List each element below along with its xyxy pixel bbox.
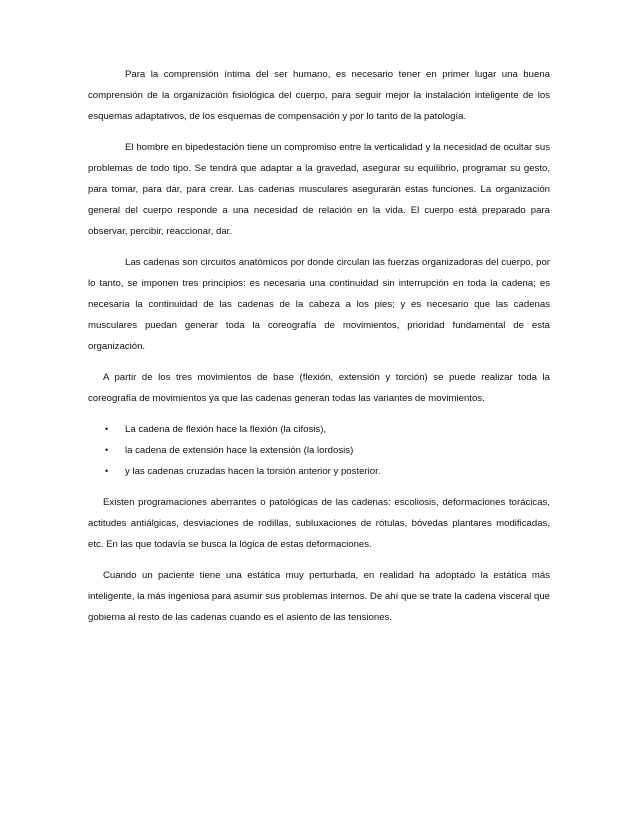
list-item — [88, 440, 550, 461]
bullet-icon: • — [105, 424, 109, 434]
paragraph: Las cadenas son circuitos anatómicos por donde circulan las fuerzas organizadoras del cuerpo, por lo tanto, se imponen tres principios: es necesaria una continuidad sin interrupción en toda la cadena; es necesaria la continuidad de las cadenas de la cabeza a los pies; y es necesario que las cadenas musculares puedan generar toda la coreografía de movimientos, prioridad fundamental de esta organización. — [88, 257, 550, 352]
list-item-text: la cadena de extensión hace la extensión (la lordosis) — [125, 445, 354, 456]
paragraph: Para la comprensión íntima del ser humano, es necesario tener en primer lugar una buena comprensión de la organización fisiológica del cuerpo, para seguir mejor la instalación inteligente de los esquemas adaptativos, de los esquemas de compensación y por lo tanto de la patología. — [88, 69, 550, 122]
bullet-icon: • — [105, 466, 109, 476]
paragraph: Cuando un paciente tiene una estática muy perturbada, en realidad ha adoptado la estática más inteligente, la más ingeniosa para asumir sus problemas internos. De ahí que se trate la cadena visceral que gobierna al resto de las cadenas cuando es el asiento de las tensiones. — [88, 570, 550, 623]
document-page — [88, 64, 550, 628]
paragraph: Existen programaciones aberrantes o patológicas de las cadenas: escoliosis, deformaciones torácicas, actitudes antiálgicas, desviaciones de rodillas, subluxaciones de rótulas, bóvedas plantares modificadas, etc. En las que todavía se busca la lógica de estas deformaciones. — [88, 497, 550, 550]
bullet-icon: • — [105, 445, 109, 455]
bullet-list — [88, 419, 550, 482]
paragraph: El hombre en bipedestación tiene un compromiso entre la verticalidad y la necesidad de ocultar sus problemas de todo tipo. Se tendrá que adaptar a la gravedad, asegurar su equilibrio, programar su gesto, para tomar, para dar, para crear. Las cadenas musculares asegurarán estas funciones. La organización general del cuerpo responde a una necesidad de relación en la vida. El cuerpo está preparado para observar, percibir, reaccionar, dar. — [88, 142, 550, 237]
paragraph: A partir de los tres movimientos de base (flexión, extensión y torción) se puede realizar toda la coreografía de movimientos ya que las cadenas generan todas las variantes de movimientos. — [88, 372, 550, 404]
list-item — [88, 419, 550, 440]
list-item-text: y las cadenas cruzadas hacen la torsión anterior y posterior. — [125, 466, 381, 477]
list-item-text: La cadena de flexión hace la flexión (la cifosis), — [125, 424, 327, 435]
list-item — [88, 461, 550, 482]
